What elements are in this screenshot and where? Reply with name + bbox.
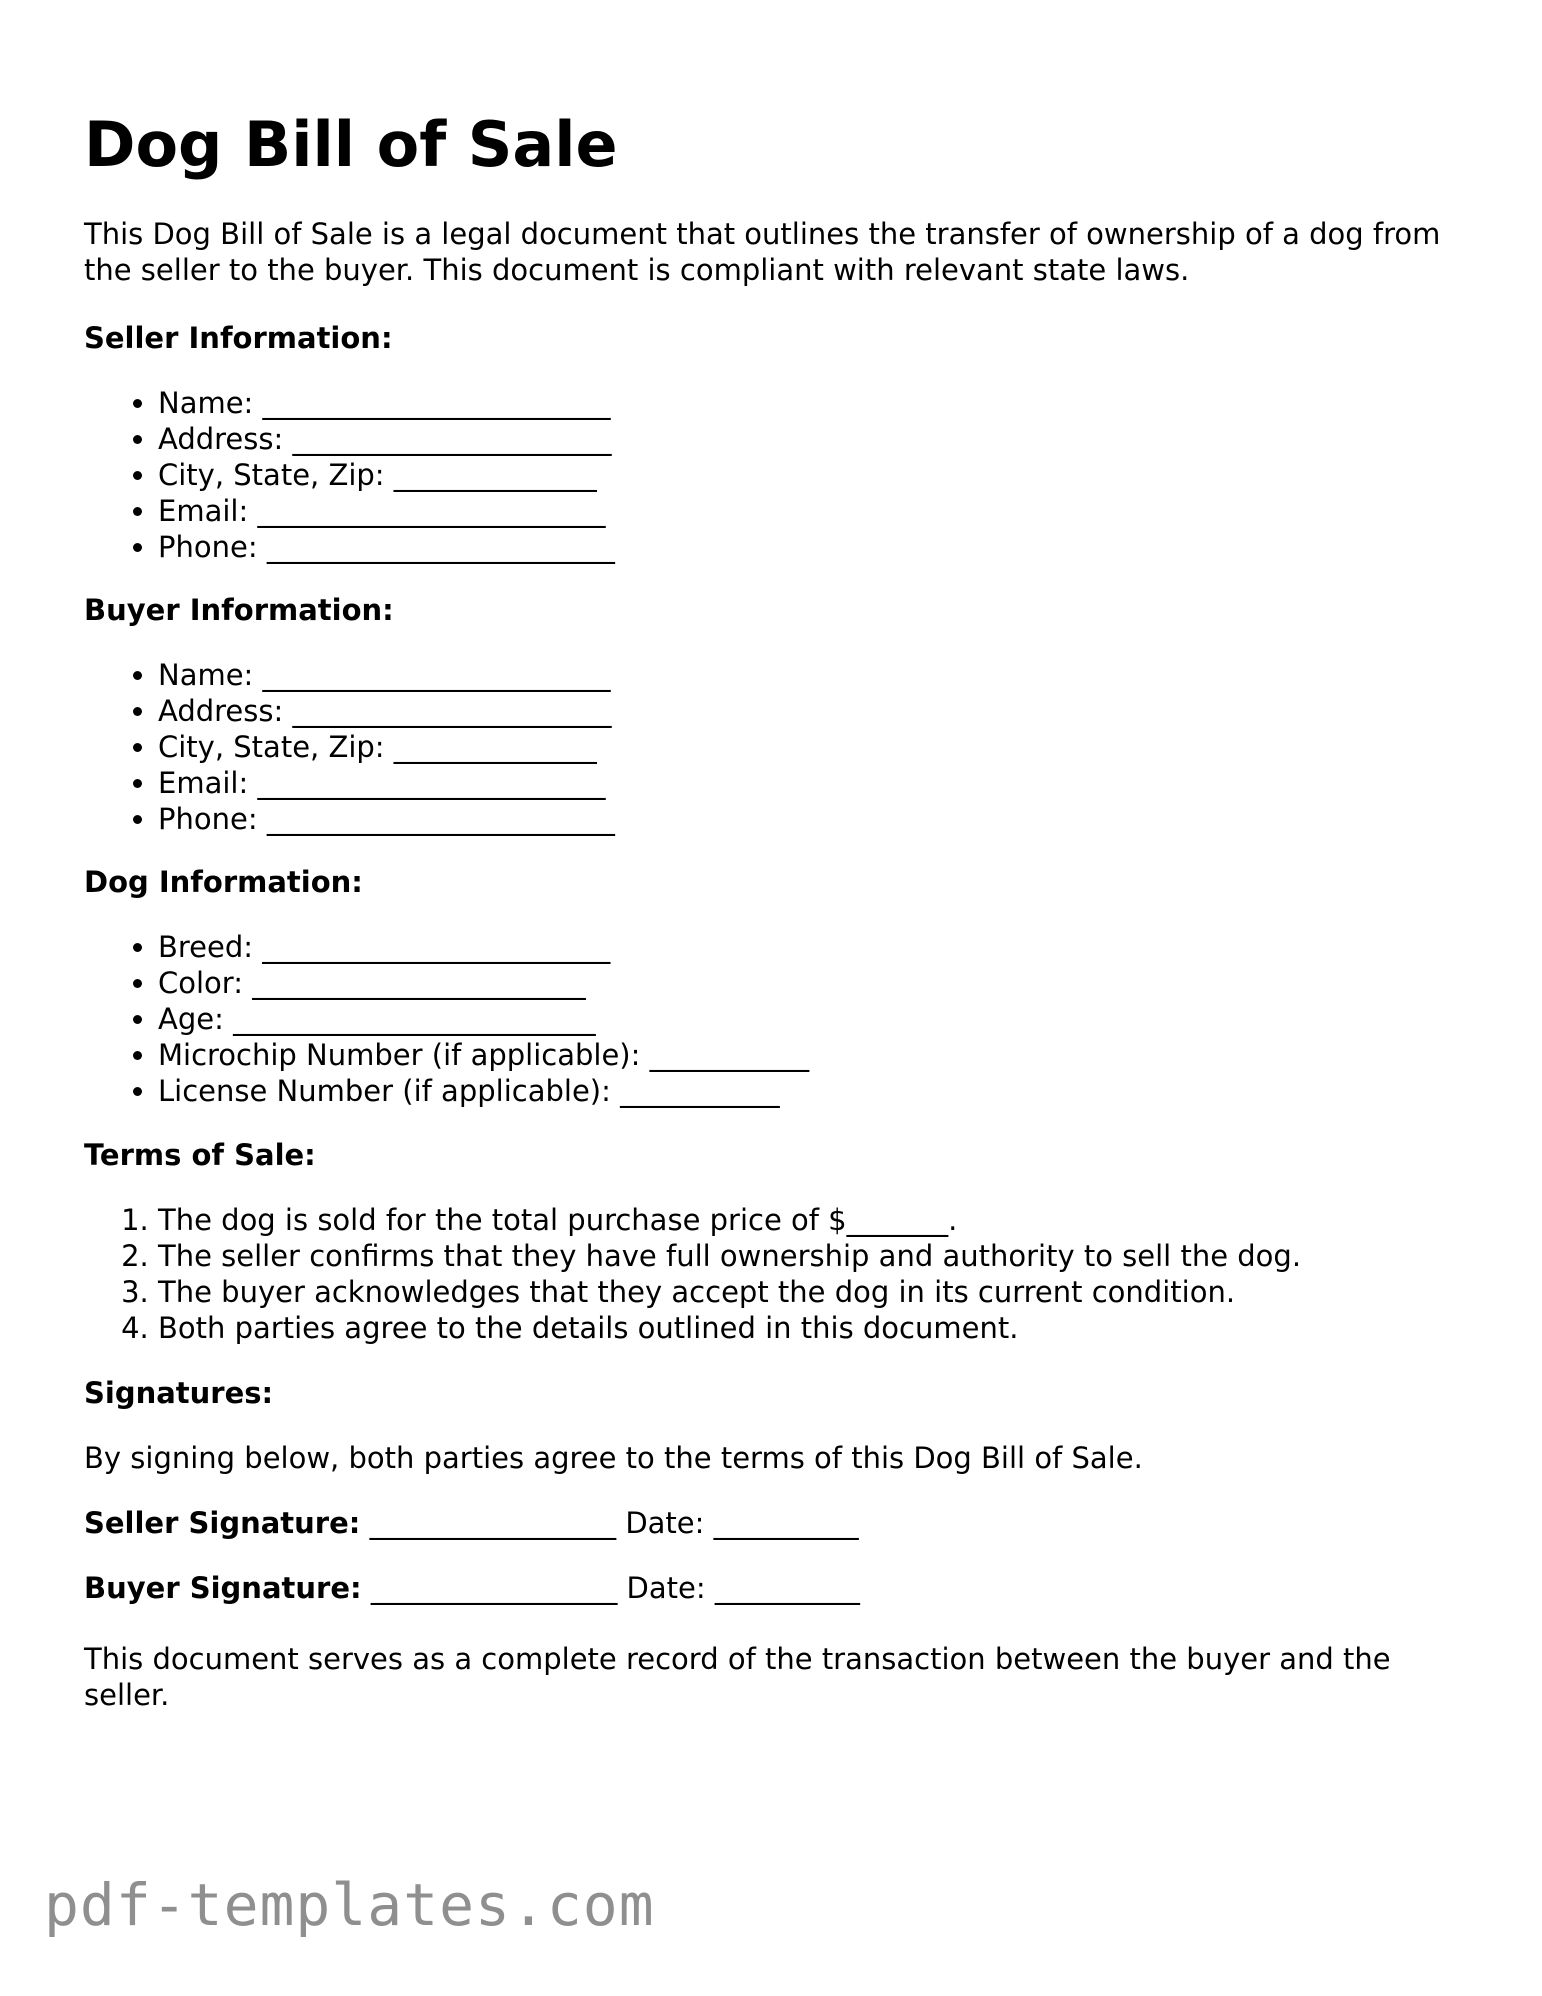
buyer-address-field[interactable]: • Address: ______________________ [158, 693, 1464, 729]
dog-section [84, 864, 1464, 1109]
term-item: 1. The dog is sold for the total purchase price of $_______. [158, 1202, 1464, 1238]
intro-paragraph: This Dog Bill of Sale is a legal document that outlines the transfer of ownership of a dog from the seller to the buyer. This document is compliant with relevant state laws. [84, 217, 1441, 287]
seller-section [84, 320, 1464, 565]
closing-paragraph: This document serves as a complete record of the transaction between the buyer and the seller. [84, 1642, 1391, 1712]
buyer-heading: Buyer Information: [84, 593, 394, 627]
signatures-section [84, 1375, 1464, 1606]
seller-signature-line[interactable]: _________________ Date: __________ [369, 1506, 859, 1540]
closing-section [84, 1641, 1464, 1713]
buyer-section [84, 592, 1464, 837]
dog-license-field[interactable]: • License Number (if applicable): ___________ [158, 1073, 1464, 1109]
terms-list [84, 1202, 1464, 1346]
seller-signature-label: Seller Signature: [84, 1506, 361, 1540]
buyer-name-field[interactable]: • Name: ________________________ [158, 657, 1464, 693]
dog-list [84, 929, 1464, 1109]
dog-color-field[interactable]: • Color: _______________________ [158, 965, 1464, 1001]
dog-microchip-field[interactable]: • Microchip Number (if applicable): ___________ [158, 1037, 1464, 1073]
buyer-signature-label: Buyer Signature: [84, 1571, 362, 1605]
seller-email-field[interactable]: • Email: ________________________ [158, 493, 1464, 529]
buyer-city-state-zip-field[interactable]: • City, State, Zip: ______________ [158, 729, 1464, 765]
buyer-list [84, 657, 1464, 837]
buyer-email-field[interactable]: • Email: ________________________ [158, 765, 1464, 801]
term-item: 2. The seller confirms that they have full ownership and authority to sell the dog. [158, 1238, 1464, 1274]
signatures-text: By signing below, both parties agree to the terms of this Dog Bill of Sale. [84, 1441, 1143, 1475]
document-title: Dog Bill of Sale [84, 108, 618, 181]
intro-section [84, 216, 1464, 288]
dog-age-field[interactable]: • Age: _________________________ [158, 1001, 1464, 1037]
terms-section [84, 1137, 1464, 1346]
dog-heading: Dog Information: [84, 865, 363, 899]
seller-city-state-zip-field[interactable]: • City, State, Zip: ______________ [158, 457, 1464, 493]
seller-address-field[interactable]: • Address: ______________________ [158, 421, 1464, 457]
seller-signature-row[interactable] [84, 1505, 1464, 1541]
seller-heading: Seller Information: [84, 321, 393, 355]
term-item: 3. The buyer acknowledges that they accept the dog in its current condition. [158, 1274, 1464, 1310]
watermark: pdf-templates.com [44, 1871, 655, 1939]
dog-breed-field[interactable]: • Breed: ________________________ [158, 929, 1464, 965]
seller-list [84, 385, 1464, 565]
terms-heading: Terms of Sale: [84, 1138, 316, 1172]
buyer-signature-row[interactable] [84, 1570, 1464, 1606]
buyer-phone-field[interactable]: • Phone: ________________________ [158, 801, 1464, 837]
buyer-signature-line[interactable]: _________________ Date: __________ [370, 1571, 860, 1605]
signatures-heading: Signatures: [84, 1376, 274, 1410]
seller-phone-field[interactable]: • Phone: ________________________ [158, 529, 1464, 565]
seller-name-field[interactable]: • Name: ________________________ [158, 385, 1464, 421]
term-item: 4. Both parties agree to the details outlined in this document. [158, 1310, 1464, 1346]
